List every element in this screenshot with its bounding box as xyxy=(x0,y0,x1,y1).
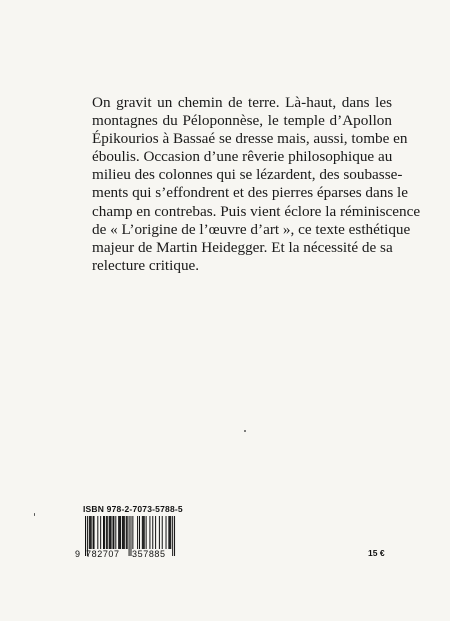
print-speck xyxy=(244,430,246,432)
barcode-bar xyxy=(132,516,133,549)
barcode-first-digit: 9 xyxy=(75,549,81,559)
barcode-bar xyxy=(90,516,91,549)
price-label: 15 € xyxy=(368,548,385,558)
barcode-bar xyxy=(93,516,94,549)
barcode-bar xyxy=(137,516,138,549)
barcode-bar xyxy=(129,516,130,556)
barcode-bar xyxy=(97,516,98,549)
barcode-bar xyxy=(118,516,119,549)
barcode-bar xyxy=(170,516,171,549)
barcode-bar xyxy=(113,516,114,549)
barcode-bar xyxy=(162,516,163,549)
barcode-bar xyxy=(122,516,123,549)
print-speck xyxy=(34,513,35,516)
barcode-bar xyxy=(152,516,153,549)
blurb-text xyxy=(92,94,421,275)
barcode-bar xyxy=(174,516,175,556)
barcode-bar xyxy=(103,516,104,549)
barcode-bar xyxy=(124,516,125,549)
barcode-bar xyxy=(94,516,95,549)
barcode-bar xyxy=(172,516,173,556)
blurb-line: montagnes du Péloponnèse, le temple d’Apollon xyxy=(92,112,392,130)
barcode-bar xyxy=(100,516,101,549)
blurb-line: Épikourios à Bassaé se dresse mais, aussi, tombe en xyxy=(92,130,408,148)
blurb-line: ments qui s’effondrent et des pierres éparses dans le xyxy=(92,184,409,202)
blurb-line: relecture critique. xyxy=(92,256,200,274)
barcode-bar xyxy=(91,516,92,549)
barcode-bar xyxy=(169,516,170,549)
barcode-bar xyxy=(155,516,156,549)
blurb-line: éboulis. Occasion d’une rêverie philosophique au xyxy=(92,148,393,166)
barcode-bar xyxy=(107,516,108,549)
barcode-bar xyxy=(142,516,143,549)
barcode-bar xyxy=(146,516,147,549)
barcode-bar xyxy=(119,516,120,549)
barcode-bar xyxy=(109,516,110,549)
barcode-right-digits: 357885 xyxy=(132,549,166,559)
barcode-bar xyxy=(168,516,169,549)
barcode-bar xyxy=(149,516,150,549)
barcode-bar xyxy=(120,516,121,549)
barcode-bar xyxy=(112,516,113,549)
barcode-bar xyxy=(139,516,140,549)
barcode-bar xyxy=(126,516,127,549)
barcode-bar xyxy=(111,516,112,549)
barcode-bar xyxy=(89,516,90,549)
blurb-line: de « L’origine de l’œuvre d’art », ce texte esthétique xyxy=(92,220,411,238)
blurb-line: champ en contrebas. Puis vient éclore la réminiscence xyxy=(92,202,421,220)
blurb-line: majeur de Martin Heidegger. Et la nécessité de sa xyxy=(92,238,393,256)
barcode-bar xyxy=(106,516,107,549)
blurb-line: On gravit un chemin de terre. Là-haut, dans les xyxy=(92,94,392,111)
barcode-bar xyxy=(110,516,111,549)
barcode-bar xyxy=(143,516,144,549)
barcode-bar xyxy=(127,516,128,549)
barcode-bar xyxy=(123,516,124,549)
barcode-bar xyxy=(166,516,167,549)
isbn-label: ISBN 978-2-7073-5788-5 xyxy=(83,504,183,514)
barcode-bar xyxy=(144,516,145,549)
barcode-bar xyxy=(115,516,116,549)
blurb-line: milieu des colonnes qui se lézardent, des soubasse- xyxy=(92,166,403,184)
barcode-left-digits: 782707 xyxy=(86,549,120,559)
barcode-bar xyxy=(104,516,105,549)
barcode-bar xyxy=(159,516,160,549)
